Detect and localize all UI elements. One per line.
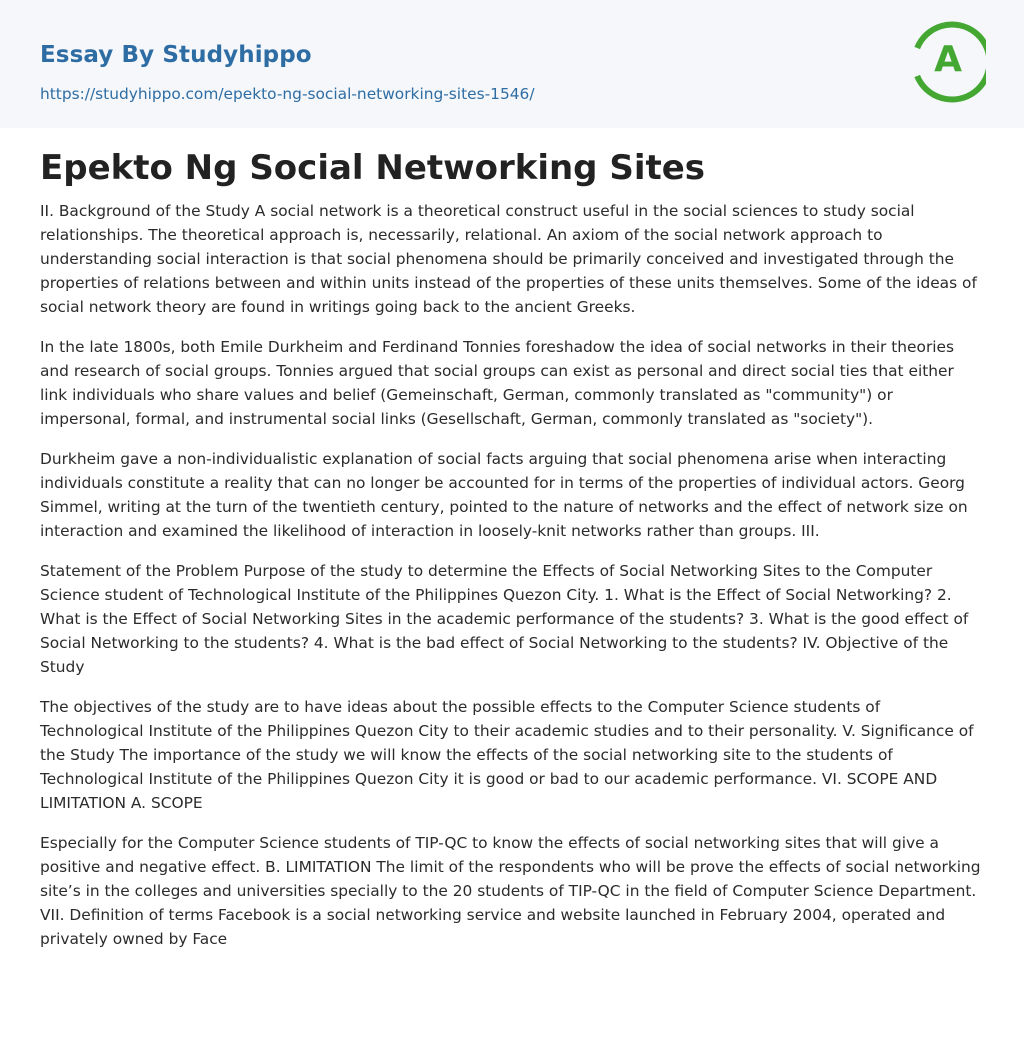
essay-paragraph-6: Especially for the Computer Science students of TIP-QC to know the effects of social networking sites that will give a positive and negative effect. B. LIMITATION The limit of the respondents who will be prove the effects of social networking site’s in the colleges and universities specially to the 20 students of TIP-QC in the field of Computer Science Department. VII. Definition of terms Facebook is a social networking service and website launched in February 2004, operated and privately owned by Face [40, 834, 981, 948]
source-url-link[interactable]: https://studyhippo.com/epekto-ng-social-networking-sites-1546/ [40, 85, 535, 103]
essay-title: Epekto Ng Social Networking Sites [40, 148, 706, 188]
essay-paragraph-1: II. Background of the Study A social network is a theoretical construct useful in the social sciences to study social relationships. The theoretical approach is, necessarily, relational. An axiom of the social network approach to understanding social interaction is that social phenomena should be primarily conceived and investigated through the properties of relations between and within units instead of the properties of these units themselves. Some of the ideas of social network theory are found in writings going back to the ancient Greeks. [40, 202, 977, 316]
essay-paragraph-3: Durkheim gave a non-individualistic explanation of social facts arguing that social phenomena arise when interacting individuals constitute a reality that can no longer be accounted for in terms of the properties of individual actors. Georg Simmel, writing at the turn of the twentieth century, pointed to the nature of networks and the effect of network size on interaction and examined the likelihood of interaction in loosely-knit networks rather than groups. III. [40, 450, 968, 540]
essay-paragraph-2: In the late 1800s, both Emile Durkheim and Ferdinand Tonnies foreshadow the idea of social networks in their theories and research of social groups. Tonnies argued that social groups can exist as personal and direct social ties that either link individuals who share values and belief (Gemeinschaft, German, commonly translated as "community") or impersonal, formal, and instrumental social links (Gesellschaft, German, commonly translated as "society"). [40, 338, 955, 428]
essay-content [40, 146, 984, 967]
site-header [0, 0, 1024, 128]
logo-letter: A [934, 39, 962, 80]
essay-paragraph-4: Statement of the Problem Purpose of the study to determine the Effects of Social Networking Sites to the Computer Science student of Technological Institute of the Philippines Quezon City. 1. What is the Effect of Social Networking? 2. What is the Effect of Social Networking Sites in the academic performance of the students? 3. What is the good effect of Social Networking to the students? 4. What is the bad effect of Social Networking to the students? IV. Objective of the Study [40, 562, 969, 676]
studyhippo-logo[interactable] [910, 18, 986, 106]
essay-paragraph-5: The objectives of the study are to have ideas about the possible effects to the Computer Science students of Technological Institute of the Philippines Quezon City to their academic studies and to their personality. V. Significance of the Study The importance of the study we will know the effects of the social networking site to the students of Technological Institute of the Philippines Quezon City it is good or bad to our academic performance. VI. SCOPE AND LIMITATION A. SCOPE [40, 698, 974, 812]
brand-title[interactable]: Essay By Studyhippo [40, 42, 312, 68]
